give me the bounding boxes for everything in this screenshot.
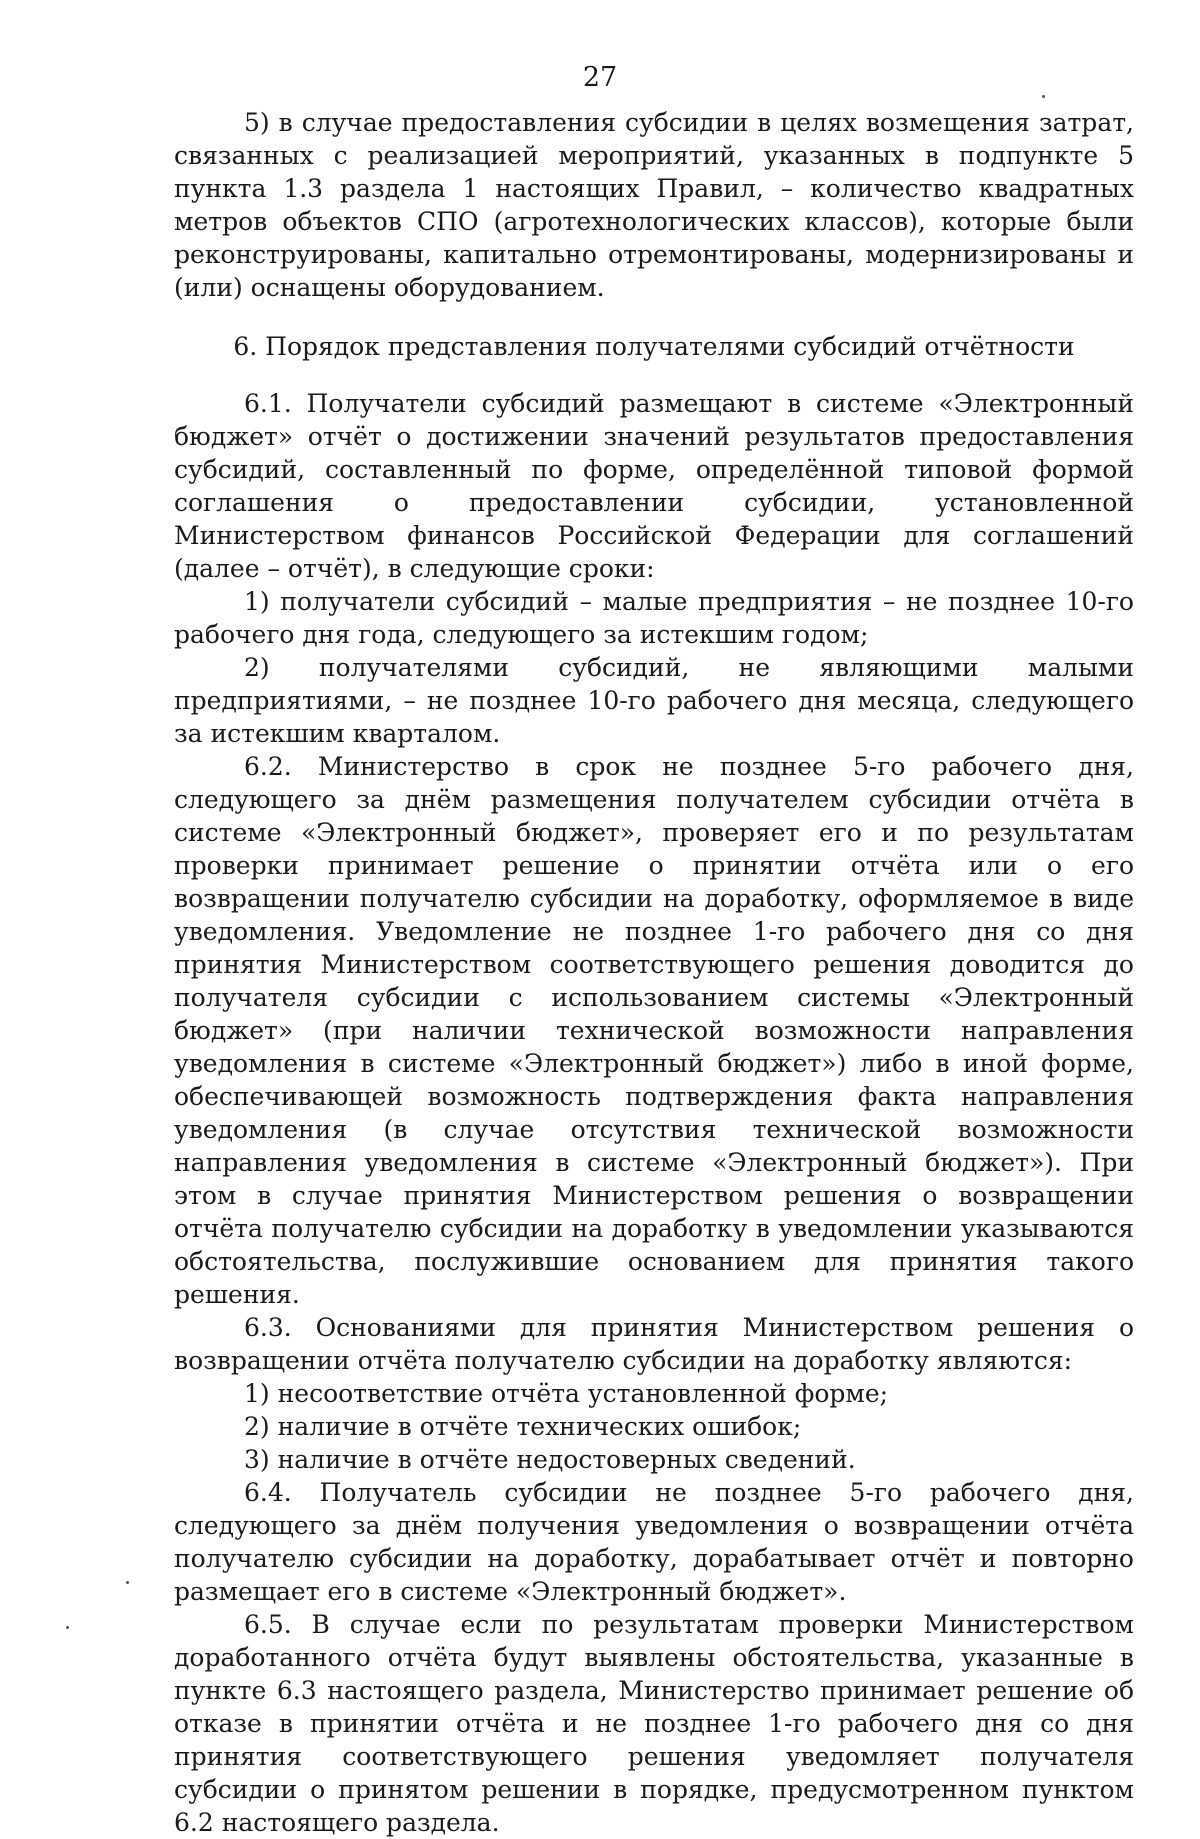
- paragraph-6-3-item-3: 3) наличие в отчёте недостоверных сведений.: [244, 1445, 856, 1474]
- paragraph-6-3: 6.3. Основаниями для принятия Министерством решения о возвращении отчёта получателю субсидии на доработку являются:: [174, 1313, 1134, 1375]
- page-number: 27: [582, 62, 618, 93]
- document-body: [174, 106, 1134, 1839]
- paragraph-6-2: 6.2. Министерство в срок не позднее 5-го рабочего дня, следующего за днём размещения получателем субсидии отчёта в системе «Электронный бюджет», проверяет его и по результатам проверки принимает решение о принятии отчёта или о его возвращении получателю субсидии на доработку, оформляемое в виде уведомления. Уведомление не позднее 1-го рабочего дня со дня принятия Министерством соответствующего решения доводится до получателя субсидии с использованием системы «Электронный бюджет» (при наличии технической возможности направления уведомления в системе «Электронный бюджет») либо в иной форме, обеспечивающей возможность подтверждения факта направления уведомления (в случае отсутствия технической возможности направления уведомления в системе «Электронный бюджет»). При этом в случае принятия Министерством решения о возвращении отчёта получателю субсидии на доработку в уведомлении указываются обстоятельства, послужившие основанием для принятия такого решения.: [174, 752, 1134, 1309]
- paragraph-6-3-item-2: 2) наличие в отчёте технических ошибок;: [244, 1412, 802, 1441]
- scan-speck: [1042, 95, 1045, 98]
- scan-speck: [66, 1626, 69, 1629]
- paragraph-6-3-item-1: 1) несоответствие отчёта установленной форме;: [244, 1379, 889, 1408]
- section-heading: 6. Порядок представления получателями субсидий отчётности: [233, 332, 1075, 361]
- scan-speck: [126, 1581, 129, 1584]
- paragraph-6-5: 6.5. В случае если по результатам проверки Министерством доработанного отчёта будут выявлены обстоятельства, указанные в пункте 6.3 настоящего раздела, Министерство принимает решение об отказе в принятии отчёта и не позднее 1-го рабочего дня со дня принятия соответствующего решения уведомляет получателя субсидии о принятом решении в порядке, предусмотренном пунктом 6.2 настоящего раздела.: [174, 1610, 1134, 1837]
- paragraph-6-1: 6.1. Получатели субсидий размещают в системе «Электронный бюджет» отчёт о достижении значений результатов предоставления субсидий, составленный по форме, определённой типовой формой соглашения о предоставлении субсидии, установленной Министерством финансов Российской Федерации для соглашений (далее – отчёт), в следующие сроки:: [174, 389, 1134, 583]
- paragraph-6-1-item-1: 1) получатели субсидий – малые предприятия – не позднее 10-го рабочего дня года, следующего за истекшим годом;: [174, 587, 1134, 649]
- paragraph-6-1-item-2: 2) получателями субсидий, не являющими малыми предприятиями, – не позднее 10-го рабочего дня месяца, следующего за истекшим кварталом.: [174, 653, 1134, 748]
- paragraph-6-4: 6.4. Получатель субсидии не позднее 5-го рабочего дня, следующего за днём получения уведомления о возвращении отчёта получателю субсидии на доработку, дорабатывает отчёт и повторно размещает его в системе «Электронный бюджет».: [174, 1478, 1134, 1606]
- paragraph-item-5: 5) в случае предоставления субсидии в целях возмещения затрат, связанных с реализацией мероприятий, указанных в подпункте 5 пункта 1.3 раздела 1 настоящих Правил, – количество квадратных метров объектов СПО (агротехнологических классов), которые были реконструированы, капитально отремонтированы, модернизированы и (или) оснащены оборудованием.: [174, 108, 1134, 302]
